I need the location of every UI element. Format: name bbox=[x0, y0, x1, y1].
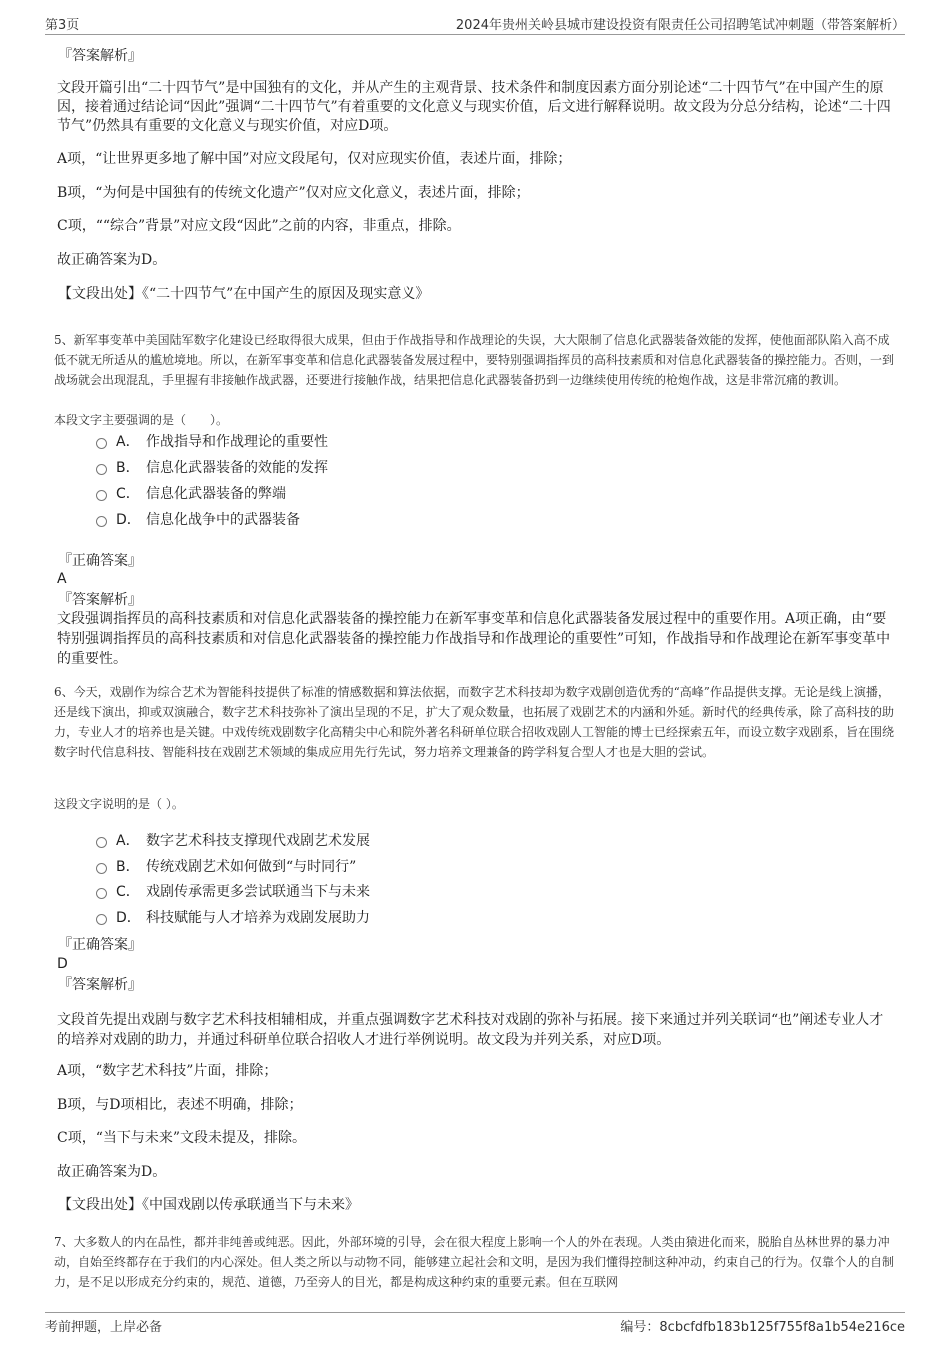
option-text: 数字艺术科技支撑现代戏剧艺术发展 bbox=[146, 833, 370, 849]
option-label: D． bbox=[116, 910, 141, 926]
question-stem: 6、今天，戏剧作为综合艺术为智能科技提供了标准的情感数据和算法依据，而数字艺术科技却为数字戏剧创造优秀的“高峰”作品提供支撑。无论是线上演播，还是线下演出，抑或双演融合，数字艺术科技弥补了演出呈现的不足，扩大了观众数量，也拓展了戏剧艺术的内涵和外延。新时代的经典传承，除了高科技的助力，专业人才的培养也是关键。中戏传统戏剧数字化高精尖中心和院外著名科研单位联合招收戏剧人工智能的博士已经探索五年，而设立数字戏剧系，旨在围绕数字时代信息科技、智能科技在戏剧艺术领域的集成应用先行先试，努力培养文理兼备的跨学科复合型人才也是大胆的尝试。 bbox=[54, 685, 895, 759]
analysis-paragraph: B项，“为何是中国独有的传统文化遗产”仅对应文化意义，表述片面，排除； bbox=[57, 185, 530, 201]
option-label: A． bbox=[116, 434, 140, 450]
page-number: 第3页 bbox=[45, 18, 80, 33]
option-label: D． bbox=[116, 512, 141, 528]
option-label: C． bbox=[116, 884, 140, 900]
option-d[interactable] bbox=[96, 908, 370, 928]
option-label: B． bbox=[116, 460, 140, 476]
analysis-paragraph: B项，与D项相比，表述不明确，排除； bbox=[57, 1097, 303, 1113]
footer-slogan: 考前押题，上岸必备 bbox=[45, 1320, 163, 1335]
radio-button[interactable] bbox=[96, 438, 107, 449]
analysis-conclusion: 故正确答案为D。 bbox=[57, 1164, 167, 1180]
page-header bbox=[45, 12, 905, 35]
option-text: 信息化武器装备的效能的发挥 bbox=[146, 460, 328, 476]
radio-button[interactable] bbox=[96, 464, 107, 475]
radio-button[interactable] bbox=[96, 888, 107, 899]
source-citation: 【文段出处】《中国戏剧以传承联通当下与未来》 bbox=[58, 1197, 359, 1213]
analysis-paragraph: A项，“让世界更多地了解中国”对应文段尾句，仅对应现实价值，表述片面，排除； bbox=[57, 151, 572, 167]
radio-button[interactable] bbox=[96, 863, 107, 874]
option-text: 信息化武器装备的弊端 bbox=[146, 486, 286, 502]
document-title: 2024年贵州关岭县城市建设投资有限责任公司招聘笔试冲刺题（带答案解析） bbox=[455, 18, 905, 33]
answer-value: A bbox=[57, 571, 67, 587]
option-b[interactable] bbox=[96, 857, 356, 877]
analysis-paragraph: 文段开篇引出“二十四节气”是中国独有的文化，并从产生的主观背景、技术条件和制度因素方面分别论述“二十四节气”在中国产生的原因，接着通过结论词“因此”强调“二十四节气”有着重要的文化意义与现实价值，后文进行解释说明。故文段为分总分结构，论述“二十四节气”仍然具有重要的文化意义与现实价值，对应D项。 bbox=[57, 80, 891, 134]
analysis-paragraph: 文段强调指挥员的高科技素质和对信息化武器装备的操控能力在新军事变革和信息化武器装备发展过程中的重要作用。A项正确，由“要特别强调指挥员的高科技素质和对信息化武器装备的操控能力作战指导和作战理论的重要性”可知，作战指导和作战理论在新军事变革中的重要性。 bbox=[57, 611, 891, 667]
analysis-tag: 『答案解析』 bbox=[58, 592, 142, 608]
option-a[interactable] bbox=[96, 831, 370, 851]
option-b[interactable] bbox=[96, 458, 328, 478]
analysis-tag: 『答案解析』 bbox=[58, 48, 142, 64]
answer-value: D bbox=[57, 956, 68, 972]
answer-tag: 『正确答案』 bbox=[58, 937, 142, 953]
option-label: B． bbox=[116, 859, 140, 875]
analysis-conclusion: 故正确答案为D。 bbox=[57, 252, 167, 268]
option-label: A． bbox=[116, 833, 140, 849]
analysis-paragraph: C项，“当下与未来”文段未提及，排除。 bbox=[57, 1130, 307, 1146]
option-text: 戏剧传承需更多尝试联通当下与未来 bbox=[146, 884, 370, 900]
question-stem: 5、新军事变革中美国陆军数字化建设已经取得很大成果，但由于作战指导和作战理论的失误，大大限制了信息化武器装备效能的发挥，使他面部队陷入高不成低不就无所适从的尴尬境地。所以，在新军事变革和信息化武器装备发展过程中，要特别强调指挥员的高科技素质和对信息化武器装备的操控能力。否则，一到战场就会出现混乱，手里握有非接触作战武器，还要进行接触作战，结果把信息化武器装备扔到一边继续使用传统的枪炮作战，这是非常沉痛的教训。 bbox=[54, 333, 895, 387]
source-citation: 【文段出处】《“二十四节气”在中国产生的原因及现实意义》 bbox=[58, 286, 430, 302]
radio-button[interactable] bbox=[96, 837, 107, 848]
option-c[interactable] bbox=[96, 484, 286, 504]
analysis-paragraph: C项，““综合”背景”对应文段“因此”之前的内容，非重点，排除。 bbox=[57, 218, 461, 234]
radio-button[interactable] bbox=[96, 914, 107, 925]
page-footer bbox=[45, 1312, 905, 1335]
document-id: 编号：8cbcfdfb183b125f755f8a1b54e216ce bbox=[620, 1320, 905, 1335]
analysis-tag: 『答案解析』 bbox=[58, 977, 142, 993]
radio-button[interactable] bbox=[96, 490, 107, 501]
analysis-paragraph: A项，“数字艺术科技”片面，排除； bbox=[57, 1063, 278, 1079]
option-d[interactable] bbox=[96, 510, 300, 530]
option-text: 科技赋能与人才培养为戏剧发展助力 bbox=[146, 910, 370, 926]
answer-tag: 『正确答案』 bbox=[58, 553, 142, 569]
option-text: 传统戏剧艺术如何做到“与时同行” bbox=[146, 859, 357, 875]
option-a[interactable] bbox=[96, 432, 328, 452]
question-prompt: 这段文字说明的是（ ）。 bbox=[54, 797, 184, 811]
analysis-paragraph: 文段首先提出戏剧与数字艺术科技相辅相成，并重点强调数字艺术科技对戏剧的弥补与拓展。接下来通过并列关联词“也”阐述专业人才的培养对戏剧的助力，并通过科研单位联合招收人才进行举例说明。故文段为并列关系，对应D项。 bbox=[57, 1012, 884, 1048]
option-text: 作战指导和作战理论的重要性 bbox=[146, 434, 328, 450]
question-stem: 7、大多数人的内在品性，都并非纯善或纯恶。因此，外部环境的引导，会在很大程度上影响一个人的外在表现。人类由猿进化而来，脱胎自丛林世界的暴力冲动，自始至终都存在于我们的内心深处。但人类之所以与动物不同，能够建立起社会和文明，是因为我们懂得控制这种冲动，约束自己的行为。仅靠个人的自制力，是不足以形成充分约束的，规范、道德，乃至旁人的目光，都是构成这种约束的重要元素。但在互联网 bbox=[54, 1235, 895, 1289]
option-c[interactable] bbox=[96, 882, 370, 902]
option-label: C． bbox=[116, 486, 140, 502]
radio-button[interactable] bbox=[96, 516, 107, 527]
question-prompt: 本段文字主要强调的是（ ）。 bbox=[54, 413, 229, 427]
option-text: 信息化战争中的武器装备 bbox=[146, 512, 300, 528]
